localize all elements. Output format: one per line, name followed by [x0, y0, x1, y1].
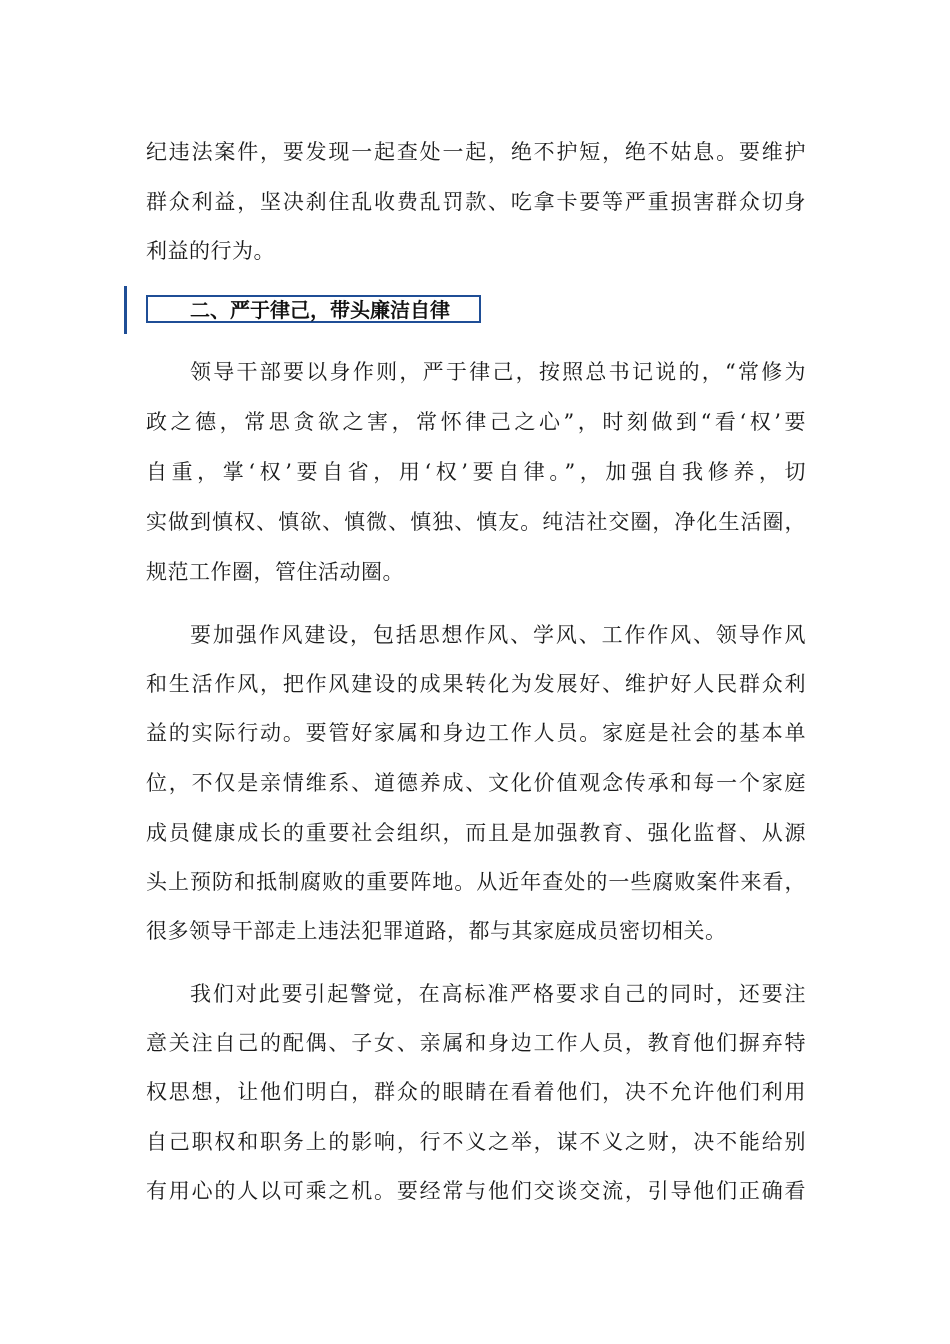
paragraph-2-line: 要加强作风建设，包括思想作风、学风、工作作风、领导作风: [190, 623, 806, 647]
intro-line: 群众利益，坚决刹住乱收费乱罚款、吃拿卡要等严重损害群众切身: [146, 190, 806, 214]
section-heading: 二、严于律己，带头廉洁自律: [190, 298, 450, 322]
paragraph-1-line: 政之德，常思贪欲之害，常怀律己之心”，时刻做到“看‘权’要: [146, 410, 806, 434]
paragraph-3-line: 意关注自己的配偶、子女、亲属和身边工作人员，教育他们摒弃特: [146, 1031, 806, 1055]
paragraph-3-line: 有用心的人以可乘之机。要经常与他们交谈交流，引导他们正确看: [146, 1179, 806, 1203]
paragraph-1-line: 自重，掌‘权’要自省，用‘权’要自律。”，加强自我修养，切: [146, 460, 806, 484]
heading-margin-bar: [124, 286, 127, 334]
paragraph-2-line: 头上预防和抵制腐败的重要阵地。从近年查处的一些腐败案件来看，: [146, 870, 806, 894]
paragraph-1-line: 领导干部要以身作则，严于律己，按照总书记说的，“常修为: [190, 360, 806, 384]
paragraph-1-line: 实做到慎权、慎欲、慎微、慎独、慎友。纯洁社交圈，净化生活圈，: [146, 510, 806, 534]
paragraph-2-line: 成员健康成长的重要社会组织，而且是加强教育、强化监督、从源: [146, 821, 806, 845]
paragraph-2-line: 和生活作风，把作风建设的成果转化为发展好、维护好人民群众利: [146, 672, 806, 696]
paragraph-3-line: 权思想，让他们明白，群众的眼睛在看着他们，决不允许他们利用: [146, 1080, 806, 1104]
intro-line: 纪违法案件，要发现一起查处一起，绝不护短，绝不姑息。要维护: [146, 140, 806, 164]
intro-line: 利益的行为。: [146, 239, 275, 263]
paragraph-3-line: 我们对此要引起警觉，在高标准严格要求自己的同时，还要注: [190, 982, 806, 1006]
paragraph-3-line: 自己职权和职务上的影响，行不义之举，谋不义之财，决不能给别: [146, 1130, 806, 1154]
paragraph-1-line: 规范工作圈，管住活动圈。: [146, 560, 404, 584]
paragraph-2-line: 位，不仅是亲情维系、道德养成、文化价值观念传承和每一个家庭: [146, 771, 806, 795]
paragraph-2-line: 很多领导干部走上违法犯罪道路，都与其家庭成员密切相关。: [146, 919, 727, 943]
paragraph-2-line: 益的实际行动。要管好家属和身边工作人员。家庭是社会的基本单: [146, 721, 806, 745]
